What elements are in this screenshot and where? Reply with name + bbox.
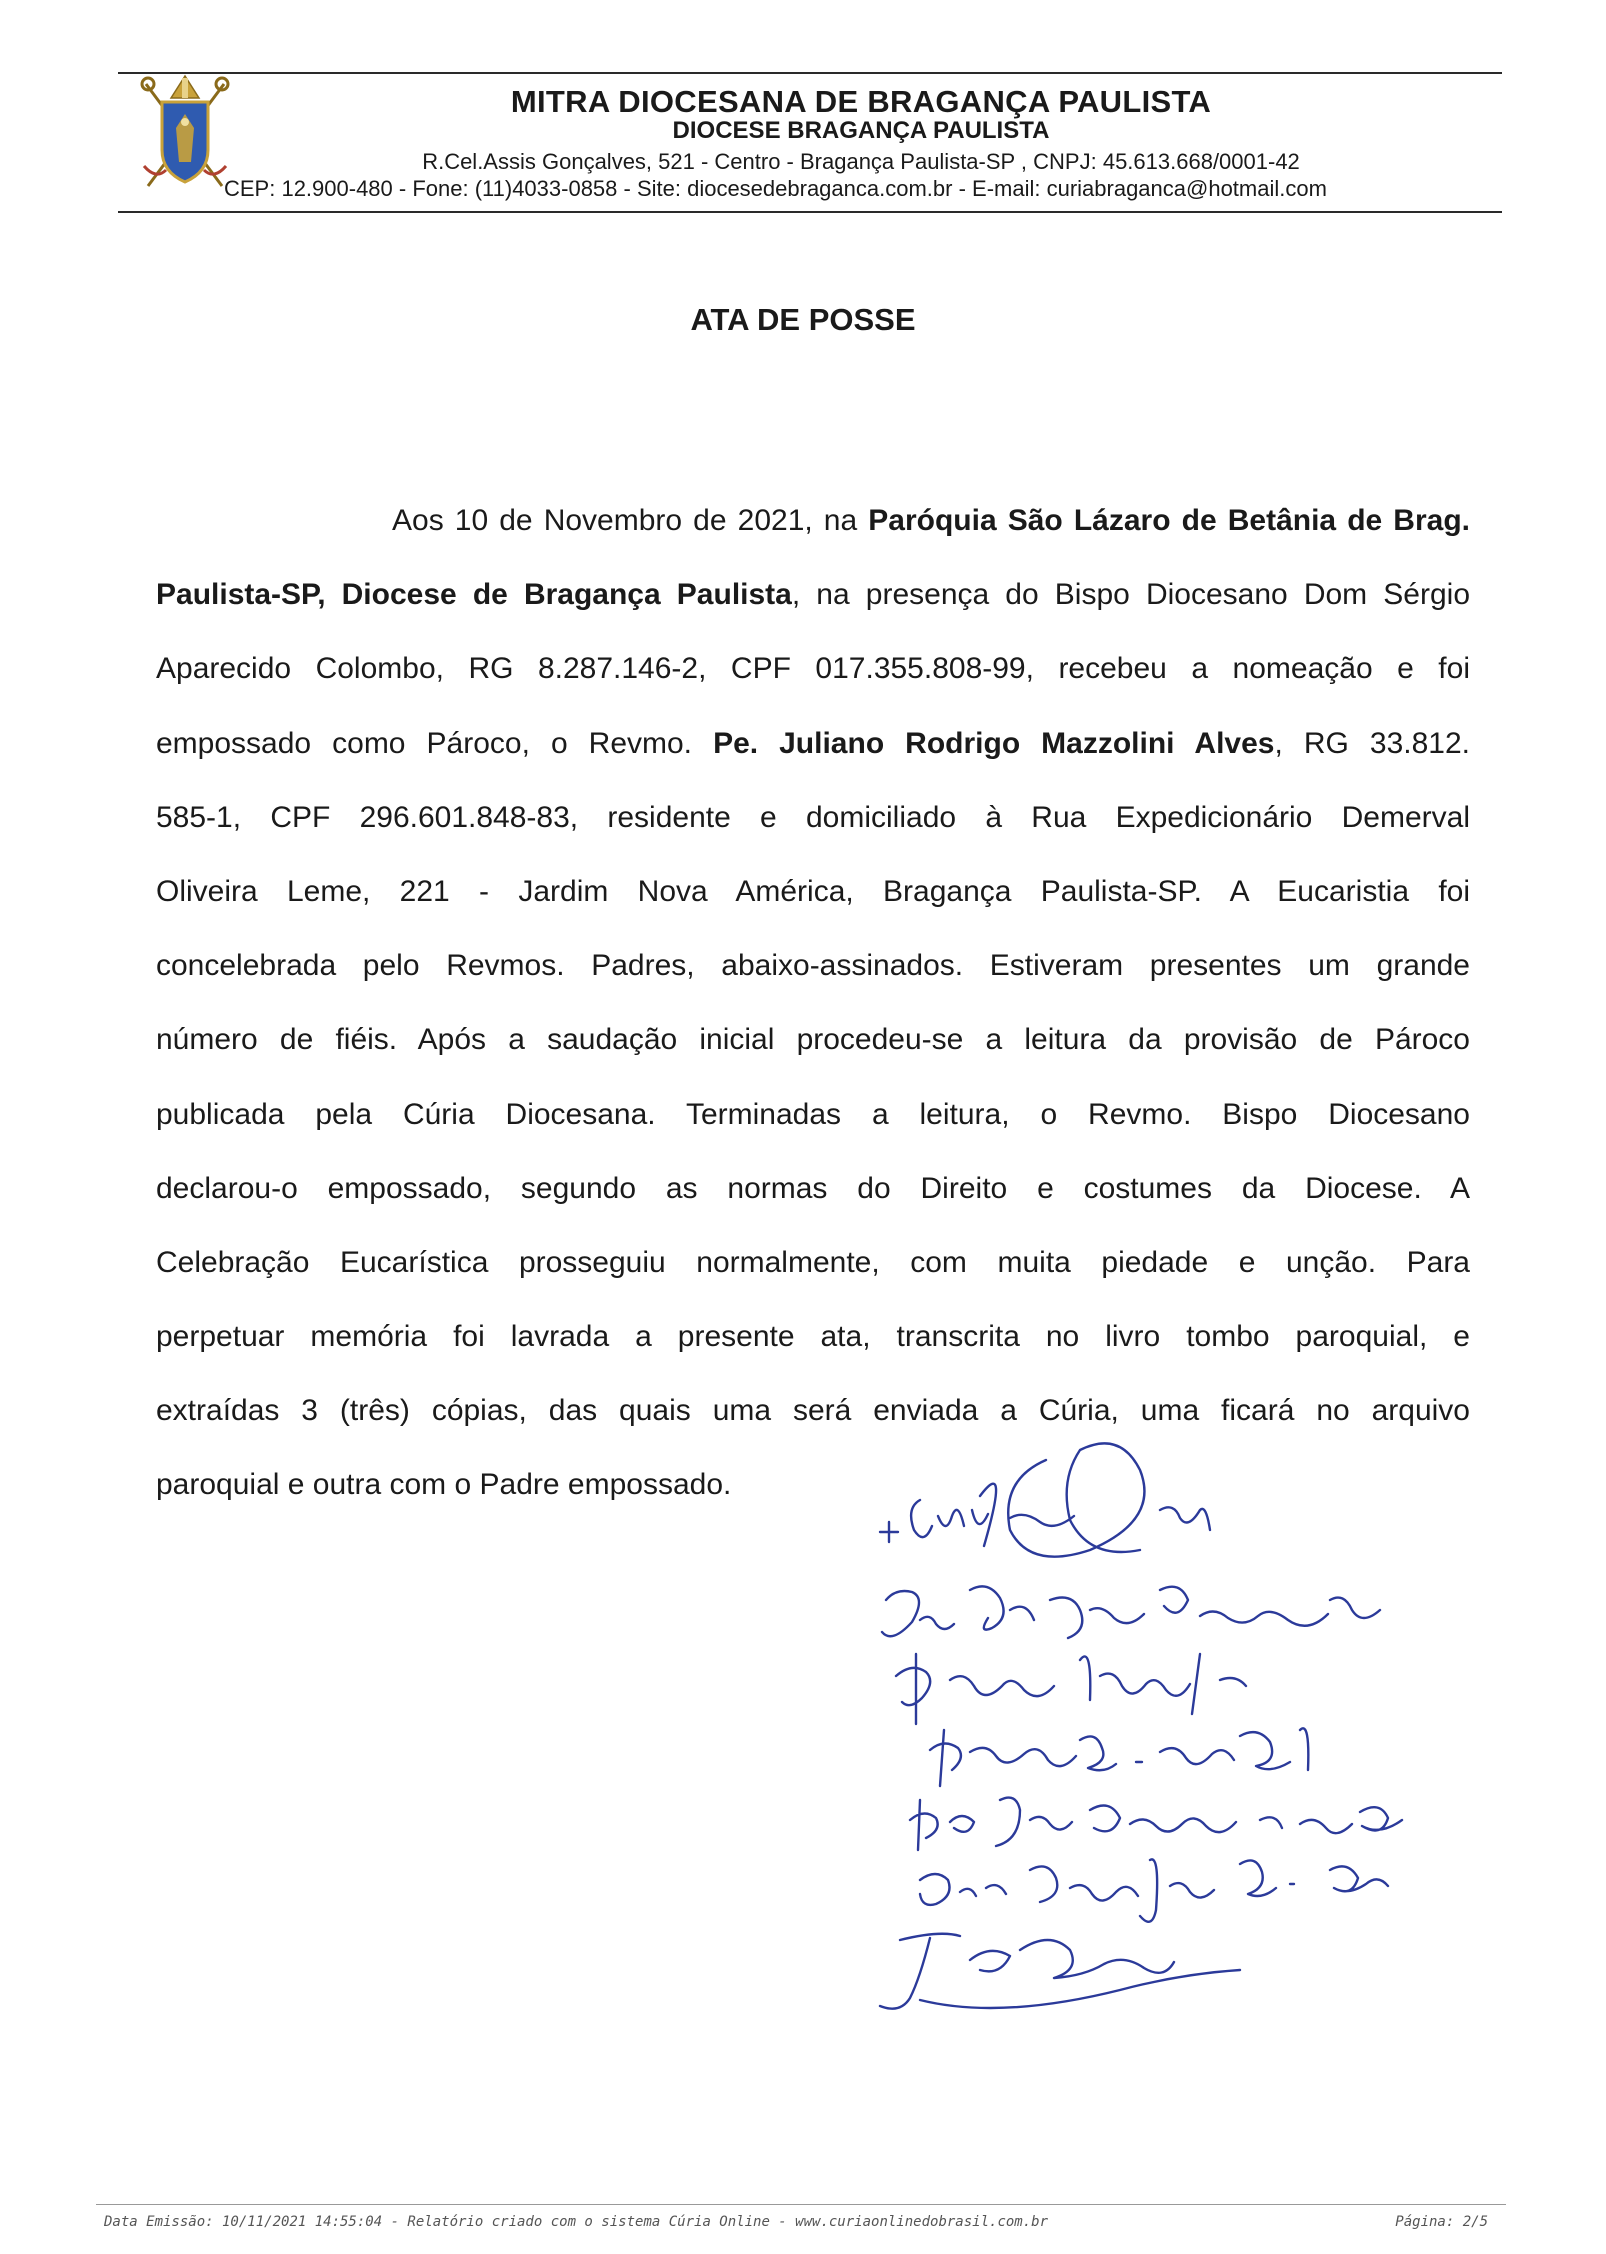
body-line: concelebrada pelo Revmos. Padres, abaixo-assinados. Estiveram presentes um grande — [156, 949, 1470, 983]
body-line: Celebração Eucarística prosseguiu normalmente, com muita piedade e unção. Para — [156, 1245, 1470, 1279]
footer-emission-info: Data Emissão: 10/11/2021 14:55:04 - Relatório criado com o sistema Cúria Online - www.curiaonlinedobrasil.com.br — [104, 2214, 1049, 2230]
diocese-subtitle: DIOCESE BRAGANÇA PAULISTA — [672, 117, 1050, 144]
body-line: Aos 10 de Novembro de 2021, na Paróquia São Lázaro de Betânia de Brag. — [392, 504, 1470, 537]
body-line: número de fiéis. Após a saudação inicial procedeu-se a leitura da provisão de Pároco — [156, 1023, 1470, 1057]
footer-page-number: Página: 2/5 — [1395, 2214, 1488, 2230]
header-bottom-rule — [118, 211, 1502, 213]
signature-bishop — [1008, 1443, 1144, 1556]
body-line: Oliveira Leme, 221 - Jardim Nova América, Bragança Paulista-SP. A Eucaristia foi — [156, 874, 1470, 908]
document-body — [156, 484, 1470, 1523]
footer-rule — [96, 2204, 1506, 2205]
diocese-contact: CEP: 12.900-480 - Fone: (11)4033-0858 - Site: diocesedebraganca.com.br - E-mail: curiabraganca@hotmail.com — [224, 176, 1327, 201]
diocese-address: R.Cel.Assis Gonçalves, 521 - Centro - Bragança Paulista-SP , CNPJ: 45.613.668/0001-42 — [422, 149, 1300, 174]
signature-6 — [920, 1859, 1388, 1921]
signature-bishop-text — [880, 1484, 1210, 1546]
body-line: 585-1, CPF 296.601.848-83, residente e domiciliado à Rua Expedicionário Demerval — [156, 800, 1470, 834]
body-line: Paulista-SP, Diocese de Bragança Paulista, na presença do Bispo Diocesano Dom Sérgio — [156, 578, 1470, 612]
document-title: ATA DE POSSE — [690, 302, 916, 337]
body-line: paroquial e outra com o Padre empossado. — [156, 1468, 732, 1502]
diocese-name: MITRA DIOCESANA DE BRAGANÇA PAULISTA — [510, 84, 1212, 119]
body-line: Aparecido Colombo, RG 8.287.146-2, CPF 017.355.808-99, recebeu a nomeação e foi — [156, 652, 1470, 686]
signature-7 — [880, 1934, 1240, 2009]
signature-3 — [896, 1654, 1246, 1724]
body-line: empossado como Pároco, o Revmo. Pe. Juliano Rodrigo Mazzolini Alves, RG 33.812. — [156, 726, 1470, 760]
body-line: publicada pela Cúria Diocesana. Terminadas a leitura, o Revmo. Bispo Diocesano — [156, 1097, 1470, 1131]
header-top-rule — [118, 72, 1502, 74]
body-line: perpetuar memória foi lavrada a presente ata, transcrita no livro tombo paroquial, e — [156, 1320, 1470, 1354]
signature-5 — [910, 1798, 1402, 1850]
handwritten-signatures — [860, 1440, 1520, 2020]
signature-2 — [882, 1586, 1380, 1638]
body-line: declarou-o empossado, segundo as normas do Direito e costumes da Diocese. A — [156, 1171, 1470, 1205]
body-line: extraídas 3 (três) cópias, das quais uma será enviada a Cúria, uma ficará no arquivo — [156, 1394, 1470, 1428]
signature-4 — [930, 1728, 1308, 1786]
